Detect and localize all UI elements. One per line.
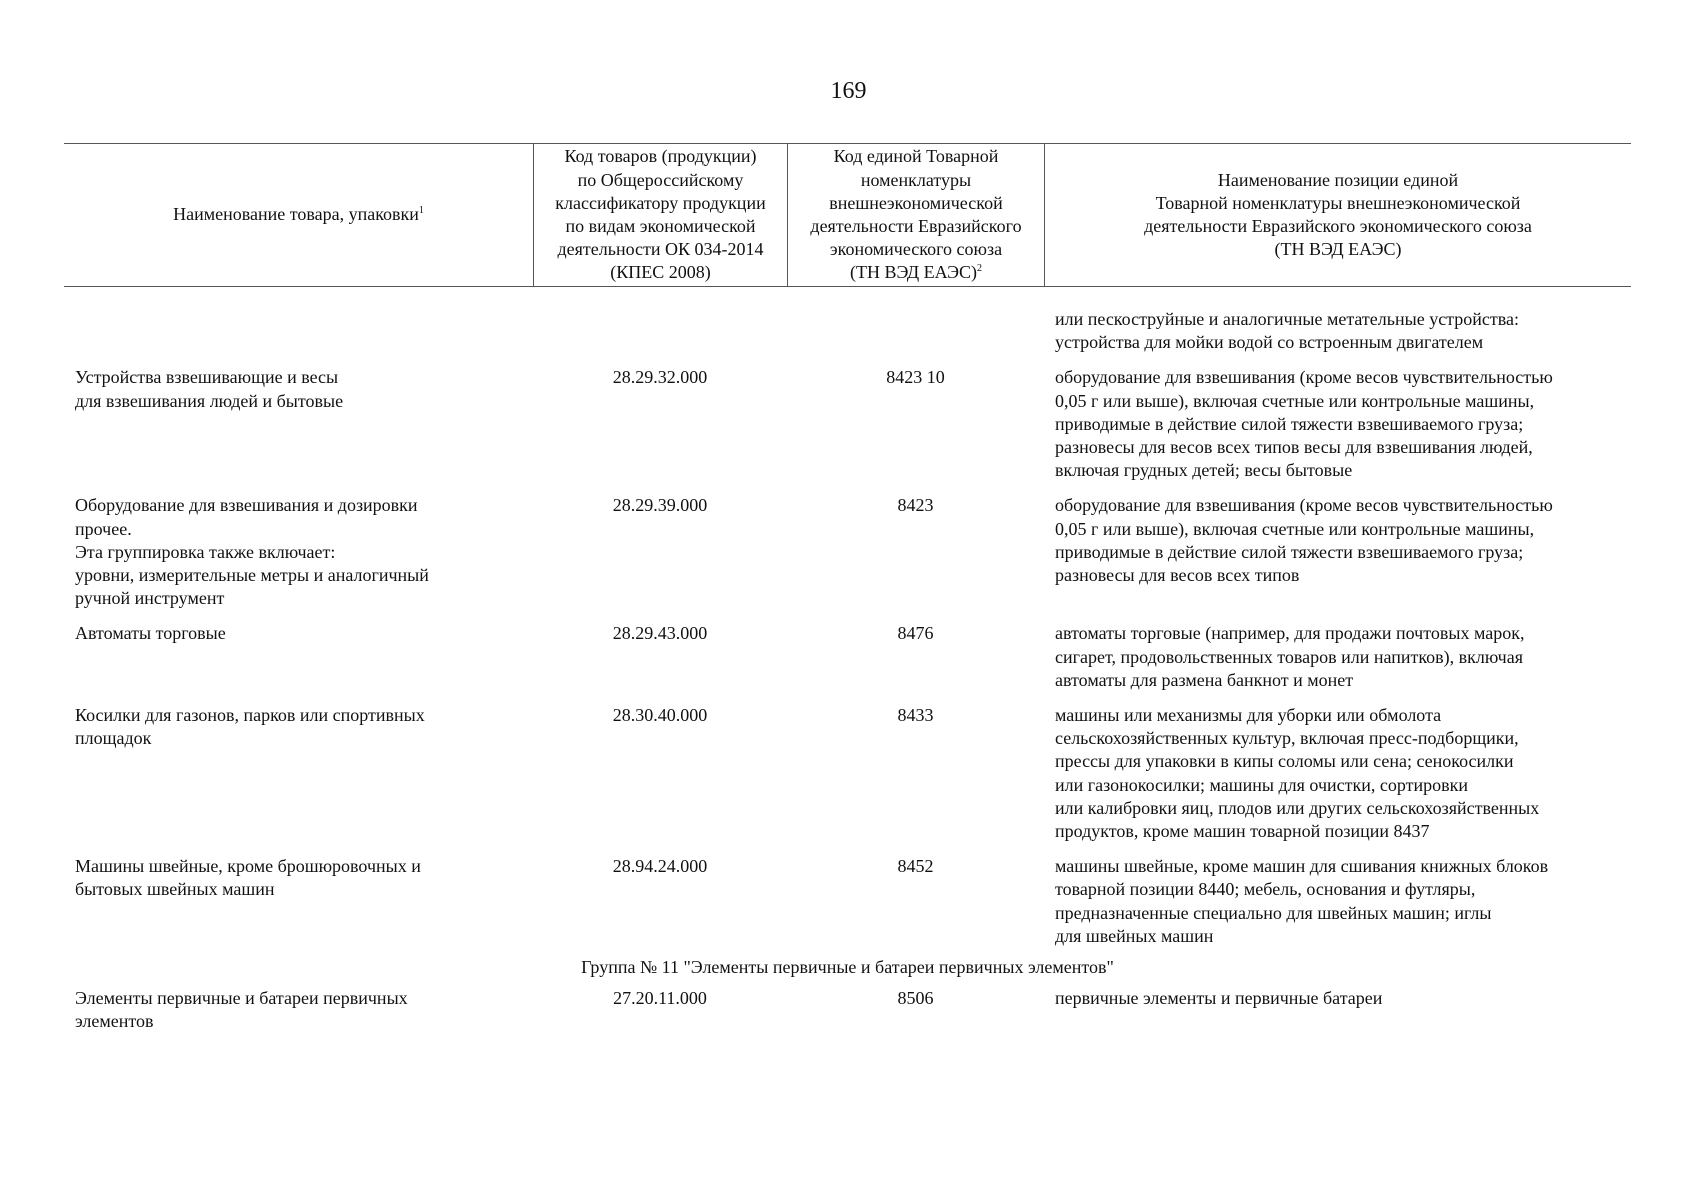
table-header [64, 143, 1631, 287]
table-row [64, 494, 1631, 610]
footnote-ref-2: 2 [977, 263, 983, 275]
row-name: Устройства взвешивающие и весы для взвешивания людей и бытовые [75, 367, 344, 411]
table-row-continuation [64, 308, 1631, 354]
row-tnved: 8476 [897, 623, 934, 644]
row-description: или пескоструйные и аналогичные метательные устройства: устройства для мойки водой со встроенным двигателем [1055, 309, 1520, 353]
header-col-name-label: Наименование товара, упаковки [173, 204, 419, 225]
row-description: оборудование для взвешивания (кроме весов чувствительностью 0,05 г или выше), включая счетные или контрольные машины, приводимые в действие силой тяжести взвешиваемого груза; разновесы для весов всех типов весы для взвешивания людей, включая грудных детей; весы бытовые [1055, 367, 1553, 481]
row-name: Машины швейные, кроме брошюровочных и бытовых швейных машин [75, 856, 421, 900]
row-tnved: 8452 [897, 856, 934, 877]
row-name: Косилки для газонов, парков или спортивных площадок [75, 705, 425, 749]
row-name: Автоматы торговые [75, 623, 226, 644]
row-okpd: 28.29.39.000 [612, 495, 708, 516]
header-col-tnved [787, 144, 1044, 286]
row-description: машины или механизмы для уборки или обмолота сельскохозяйственных культур, включая пресс-подборщики, прессы для упаковки в кипы соломы или сена; сенокосилки или газонокосилки; машины для очистки, сортировки или калибровки яиц, плодов или других сельскохозяйственных продуктов, кроме машин товарной позиции 8437 [1055, 705, 1540, 842]
row-description: машины швейные, кроме машин для сшивания книжных блоков товарной позиции 8440; мебель, основания и футляры, предназначенные специально для швейных машин; иглы для швейных машин [1055, 856, 1549, 946]
table-row [64, 987, 1631, 1033]
row-name: Оборудование для взвешивания и дозировки прочее. Эта группировка также включает: уровни, измерительные метры и аналогичный ручной инструмент [75, 495, 429, 609]
header-col-name [64, 144, 533, 286]
header-col-description-label: Наименование позиции единой Товарной номенклатуры внешнеэкономической деятельности Евразийского экономического союза (ТН ВЭД ЕАЭС) [1144, 169, 1532, 260]
table-row [64, 366, 1631, 482]
row-description: автоматы торговые (например, для продажи почтовых марок, сигарет, продовольственных товаров или напитков), включая автоматы для размена банкнот и монет [1055, 623, 1525, 690]
row-name: Элементы первичные и батареи первичных элементов [75, 988, 408, 1032]
header-col-okpd-label: Код товаров (продукции) по Общероссийскому классификатору продукции по видам экономической деятельности ОК 034-2014 (КПЕС 2008) [555, 146, 766, 283]
table-row [64, 704, 1631, 843]
row-okpd: 28.30.40.000 [612, 705, 708, 726]
page-number: 169 [830, 78, 867, 104]
row-tnved: 8423 [897, 495, 934, 516]
row-description: первичные элементы и первичные батареи [1055, 988, 1383, 1009]
table-row [64, 622, 1631, 692]
row-tnved: 8506 [897, 988, 934, 1009]
table-body [64, 308, 1631, 1034]
header-col-okpd [533, 144, 787, 286]
header-col-description [1044, 144, 1631, 286]
group-heading: Группа № 11 "Элементы первичные и батареи первичных элементов" [581, 957, 1114, 978]
row-okpd: 28.29.32.000 [612, 367, 708, 388]
footnote-ref-1: 1 [418, 205, 424, 217]
table-row [64, 855, 1631, 948]
row-tnved: 8423 10 [886, 367, 945, 388]
header-col-tnved-label: Код единой Товарной номенклатуры внешнеэкономической деятельности Евразийского экономического союза (ТН ВЭД ЕАЭС) [810, 146, 1022, 283]
row-description: оборудование для взвешивания (кроме весов чувствительностью 0,05 г или выше), включая счетные или контрольные машины, приводимые в действие силой тяжести взвешиваемого груза; разновесы для весов всех типов [1055, 495, 1553, 586]
row-okpd: 27.20.11.000 [613, 988, 707, 1009]
row-okpd: 28.94.24.000 [612, 856, 708, 877]
row-okpd: 28.29.43.000 [612, 623, 708, 644]
row-tnved: 8433 [897, 705, 934, 726]
